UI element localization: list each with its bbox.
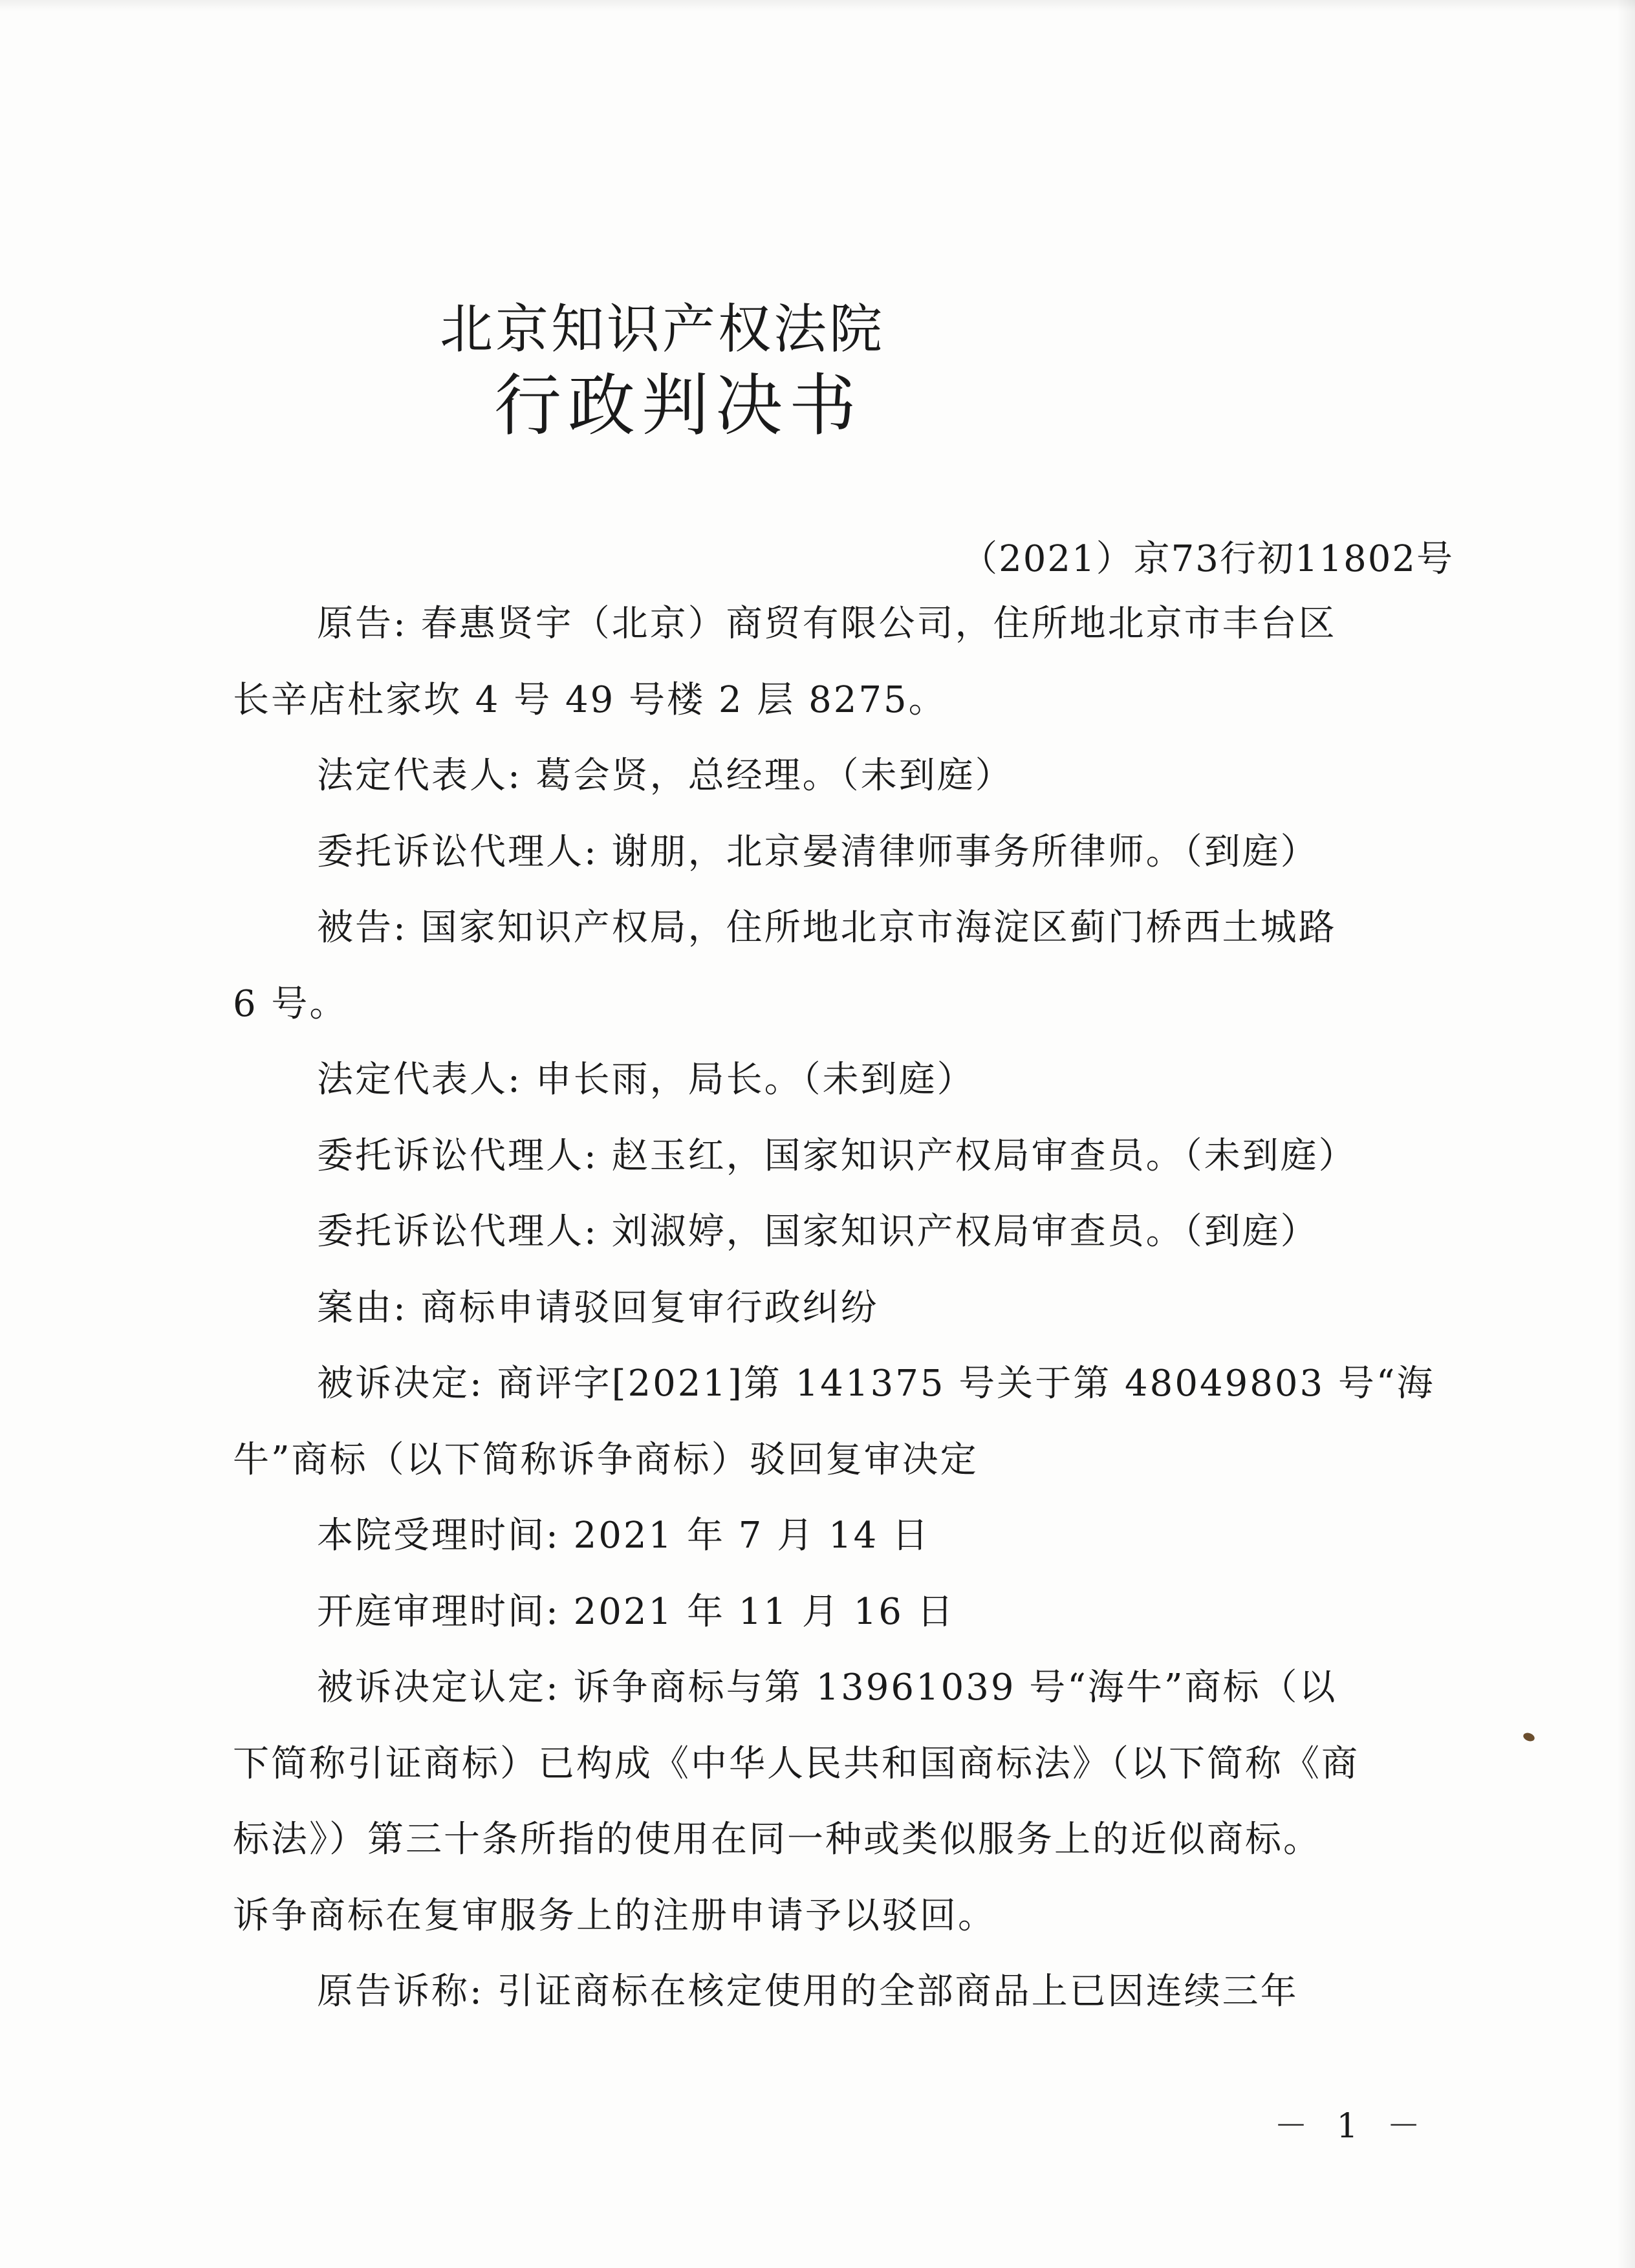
plaintiff-line-2: 长辛店杜家坎 4 号 49 号楼 2 层 8275。 [233,679,947,721]
contested-decision-line-2: 牛”商标（以下简称诉争商标）驳回复审决定 [233,1439,979,1481]
cause-of-action: 案由: 商标申请驳回复审行政纠纷 [317,1287,879,1329]
finding-line-1: 被诉决定认定: 诉争商标与第 13961039 号“海牛”商标（以 [317,1667,1337,1709]
defendant-legal-rep: 法定代表人: 申长雨，局长。（未到庭） [317,1059,975,1101]
plaintiff-line-1: 原告: 春惠贤宇（北京）商贸有限公司，住所地北京市丰台区 [317,603,1337,645]
finding-line-2: 下简称引证商标）已构成《中华人民共和国商标法》（以下简称《商 [233,1743,1359,1785]
scan-speck [1522,1731,1535,1742]
plaintiff-claim-line-1: 原告诉称: 引证商标在核定使用的全部商品上已因连续三年 [317,1971,1299,2013]
finding-line-4: 诉争商标在复审服务上的注册申请予以驳回。 [233,1895,996,1937]
contested-decision-line-1: 被诉决定: 商评字[2021]第 141375 号关于第 48049803 号“海 [317,1363,1435,1405]
defendant-line-2: 6 号。 [233,983,348,1025]
defendant-agent-1: 委托诉讼代理人: 赵玉红，国家知识产权局审查员。（未到庭） [317,1135,1357,1177]
document-type-title: 行政判决书 [493,366,863,445]
finding-line-3: 标法》）第三十条所指的使用在同一种或类似服务上的近似商标。 [233,1819,1321,1861]
page-number: － 1 － [1274,2107,1430,2146]
plaintiff-agent: 委托诉讼代理人: 谢朋，北京晏清律师事务所律师。（到庭） [317,831,1319,873]
case-number: （2021）京73行初11802号 [961,538,1454,580]
hearing-date: 开庭审理时间: 2021 年 11 月 16 日 [317,1591,955,1633]
scan-shadow-top [0,0,1635,12]
scan-shadow-right [1617,0,1635,2268]
defendant-agent-2: 委托诉讼代理人: 刘淑婷，国家知识产权局审查员。（到庭） [317,1211,1319,1253]
defendant-line-1: 被告: 国家知识产权局，住所地北京市海淀区蓟门桥西土城路 [317,907,1337,949]
court-name: 北京知识产权法院 [439,299,885,360]
filing-date: 本院受理时间: 2021 年 7 月 14 日 [317,1515,931,1557]
plaintiff-legal-rep: 法定代表人: 葛会贤，总经理。（未到庭） [317,755,1013,797]
